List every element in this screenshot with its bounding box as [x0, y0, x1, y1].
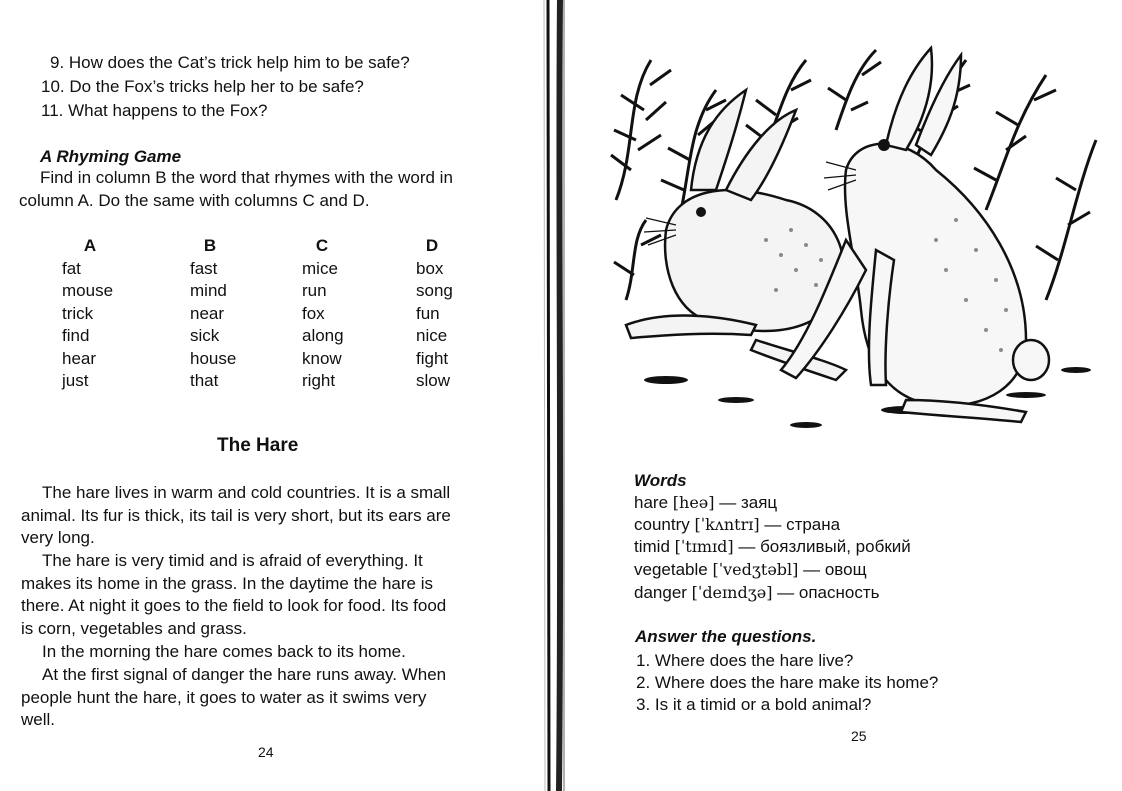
column-a-word: hear [62, 348, 97, 368]
column-b-word: mind [190, 281, 227, 300]
rhyming-instruction-line-2: column A. Do the same with columns C and D. [19, 191, 370, 210]
column-a-word: just [62, 371, 89, 390]
story-line: animal. Its fur is thick, its tail is very short, but its ears are [21, 505, 451, 525]
story-paragraph-4 [21, 664, 521, 732]
column-a [62, 235, 120, 393]
column-b-header: B [203, 236, 217, 255]
column-d-word: fight [416, 348, 449, 368]
story-line: people hunt the hare, it goes to water as it swims very [21, 687, 427, 707]
story-line: The hare is very timid and is afraid of everything. It [42, 551, 423, 570]
column-b-word: near [190, 303, 225, 323]
vocab-translation: — овощ [803, 560, 867, 579]
story-line: At the first signal of danger the hare runs away. When [42, 665, 447, 684]
book-spine [540, 0, 568, 791]
column-d-word: nice [416, 326, 448, 345]
vocab-ipa: [heə] [672, 493, 715, 512]
vocab-word: country [634, 515, 690, 534]
story-line: In the morning the hare comes back to its home. [42, 642, 406, 661]
right-question-2: 2. Where does the hare make its home? [636, 673, 939, 692]
right-question-1: 1. Where does the hare live? [636, 651, 854, 670]
column-d-word: slow [416, 371, 451, 390]
column-a-word: find [62, 326, 90, 345]
story-line: well. [21, 710, 56, 730]
column-d-word: box [416, 258, 444, 278]
column-d-header: D [425, 236, 439, 255]
rhyming-instruction-line-1: Find in column B the word that rhymes with the word in [40, 168, 453, 187]
column-c-word: along [302, 326, 344, 345]
words-title: Words [634, 471, 687, 490]
column-c-word: mice [302, 258, 338, 278]
vocab-entry [634, 560, 867, 580]
vocab-ipa: [ˈdeɪndʒə] [691, 583, 773, 602]
vocab-entry [634, 493, 777, 513]
rhyming-game-title: A Rhyming Game [40, 147, 182, 166]
column-c-header: C [315, 236, 329, 255]
story-line: very long. [21, 528, 95, 548]
column-a-word: fat [62, 258, 81, 278]
vocab-ipa: [ˈtɪmɪd] [674, 537, 734, 556]
right-question-3: 3. Is it a timid or a bold animal? [636, 695, 872, 714]
vocab-entry [634, 515, 840, 535]
column-c-word: run [302, 281, 327, 300]
column-a-word: trick [62, 303, 94, 323]
column-c [302, 235, 344, 393]
vocab-entry [634, 537, 911, 557]
story-paragraph-3 [21, 641, 521, 664]
vocab-translation: — боязливый, робкий [738, 537, 911, 556]
story-paragraph-1 [21, 482, 521, 550]
column-c-word: know [302, 348, 342, 368]
vocab-ipa: [ˈkʌntrɪ] [694, 515, 760, 534]
story-line: there. At night it goes to the field to look for food. Its food [21, 596, 447, 616]
page-number-right: 25 [851, 728, 867, 744]
vocab-translation: — опасность [777, 583, 880, 602]
story-line: The hare lives in warm and cold countries. It is a small [42, 483, 451, 502]
question-11: 11. What happens to the Fox? [41, 101, 268, 120]
hares-illustration [606, 40, 1100, 435]
column-b-word: house [190, 348, 237, 368]
answer-questions-title: Answer the questions. [635, 627, 817, 646]
vocab-word: danger [634, 583, 687, 602]
column-a-header: A [83, 236, 97, 255]
column-a-word: mouse [62, 281, 114, 300]
story-title: The Hare [217, 435, 299, 456]
vocab-translation: — страна [764, 515, 841, 534]
column-b [190, 235, 236, 393]
column-b-word: that [190, 371, 219, 390]
page-number-left: 24 [258, 744, 274, 760]
vocab-word: vegetable [634, 560, 708, 579]
column-b-word: fast [190, 258, 218, 278]
story-line: is corn, vegetables and grass. [21, 619, 247, 639]
question-9: 9. How does the Cat’s trick help him to be safe? [50, 53, 410, 72]
story-paragraph-2 [21, 550, 521, 641]
story-line: makes its home in the grass. In the daytime the hare is [21, 573, 433, 593]
vocab-entry [634, 583, 880, 603]
column-b-word: sick [190, 326, 220, 345]
column-c-word: fox [302, 303, 325, 323]
column-d [416, 235, 453, 393]
question-10: 10. Do the Fox’s tricks help her to be safe? [41, 77, 364, 96]
column-c-word: right [302, 371, 336, 390]
column-d-word: song [416, 281, 453, 300]
vocab-word: timid [634, 537, 670, 556]
vocab-translation: — заяц [719, 493, 778, 512]
column-d-word: fun [416, 303, 440, 323]
vocab-ipa: [ˈvedʒtəbl] [712, 560, 799, 579]
vocab-word: hare [634, 493, 669, 512]
